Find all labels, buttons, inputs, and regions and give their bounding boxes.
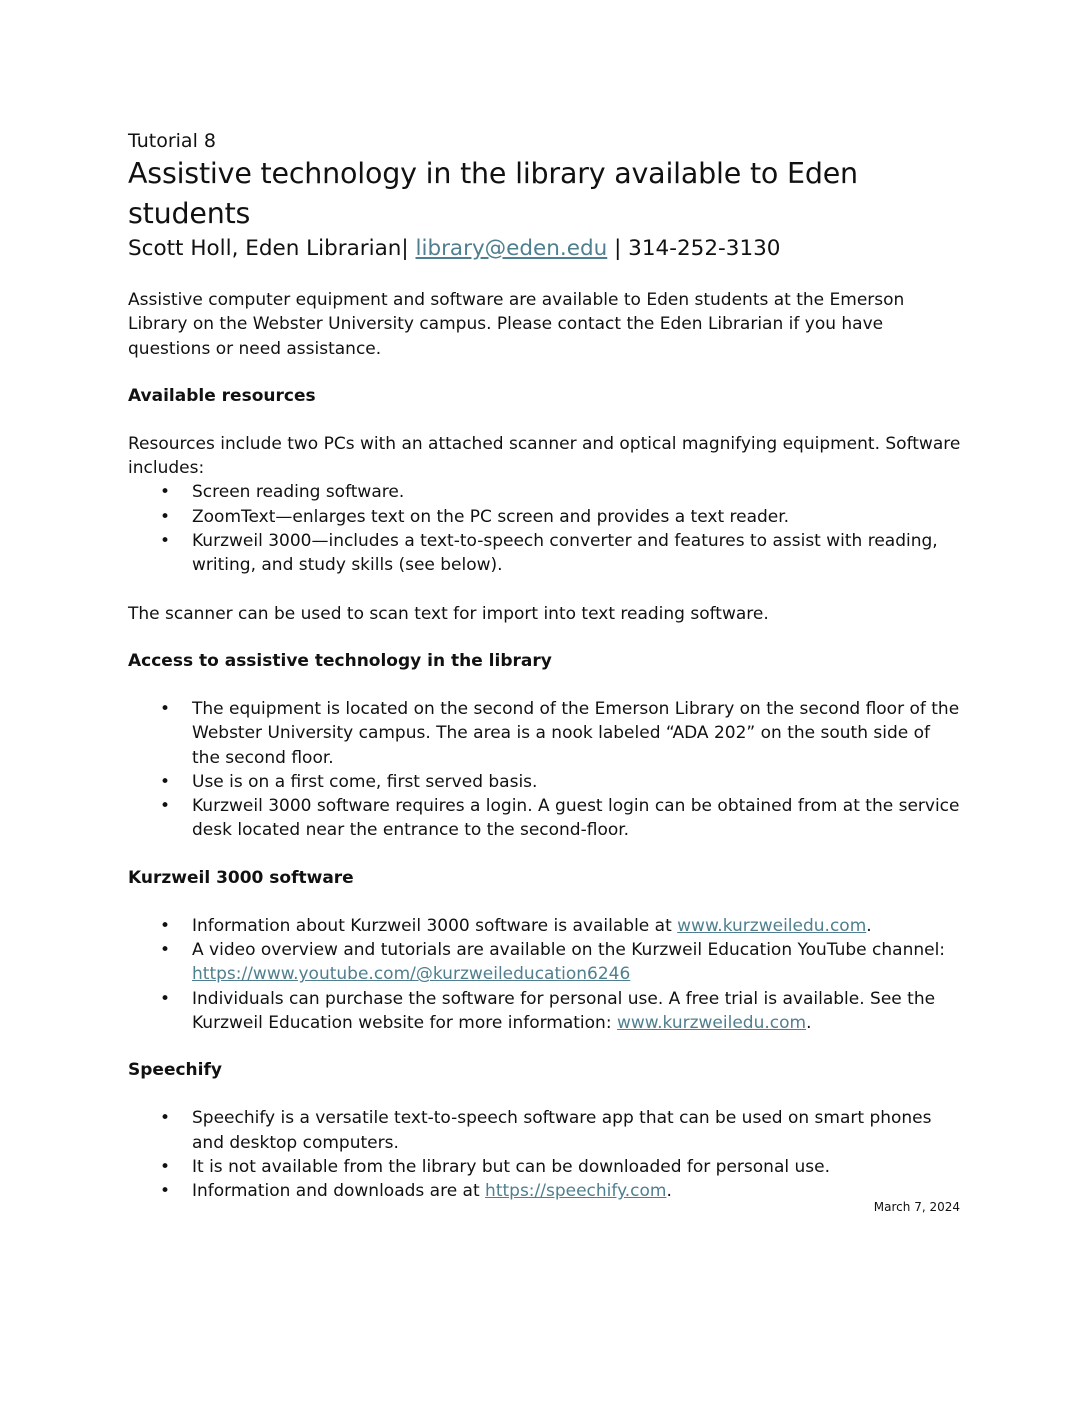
kurzweil-website-link[interactable]: www.kurzweiledu.com	[616, 1012, 807, 1033]
list-item-text: Information about Kurzweil 3000 software is available at	[192, 915, 678, 936]
speechify-list	[128, 1106, 963, 1203]
list-item	[128, 914, 963, 938]
kurzweil-website-link[interactable]: www.kurzweiledu.com	[677, 915, 867, 936]
bullet-icon: •	[160, 1108, 171, 1129]
list-item	[128, 1179, 963, 1203]
footer-date: March 7, 2024	[873, 1200, 960, 1214]
document-title: Assistive technology in the library available to Eden students	[128, 157, 858, 230]
punctuation: .	[866, 915, 872, 936]
resources-list	[128, 480, 963, 577]
section-heading-access: Access to assistive technology in the library	[128, 650, 552, 671]
speechify-link[interactable]: https://speechify.com	[485, 1181, 667, 1202]
list-item-text: Individuals can purchase the software for personal use. A free trial is available. See the Kurzweil Education website for more information:	[192, 988, 936, 1033]
list-item	[128, 505, 963, 529]
list-item	[128, 697, 963, 770]
document-content	[128, 128, 963, 1203]
bullet-icon: •	[160, 771, 171, 792]
list-item-text: Use is on a first come, first served basis.	[192, 771, 538, 792]
list-item-text: Information and downloads are at	[192, 1181, 486, 1202]
bullet-icon: •	[160, 531, 171, 552]
tutorial-label: Tutorial 8	[128, 130, 216, 152]
bullet-icon: •	[160, 1156, 171, 1177]
phone-text: | 314-252-3130	[614, 236, 781, 261]
byline	[128, 234, 963, 264]
list-item	[128, 987, 963, 1036]
bullet-icon: •	[160, 915, 171, 936]
bullet-icon: •	[160, 506, 171, 527]
punctuation: .	[806, 1012, 812, 1033]
kurzweil-list	[128, 914, 963, 1035]
list-item	[128, 480, 963, 504]
bullet-icon: •	[160, 482, 171, 503]
list-item	[128, 529, 963, 578]
bullet-icon: •	[160, 796, 171, 817]
list-item-text: A video overview and tutorials are available on the Kurzweil Education YouTube channel:	[192, 940, 946, 961]
list-item-text: The equipment is located on the second of the Emerson Library on the second floor of the Webster University campus. The area is a nook labeled “ADA 202” on the south side of the second floor.	[192, 698, 960, 768]
email-link[interactable]: library@eden.edu	[415, 236, 608, 261]
scanner-note: The scanner can be used to scan text for import into text reading software.	[128, 603, 769, 624]
list-item-text: Kurzweil 3000 software requires a login. A guest login can be obtained from at the service desk located near the entrance to the second-floor.	[192, 796, 960, 841]
bullet-icon: •	[160, 1181, 171, 1202]
access-list	[128, 697, 963, 843]
section-heading-speechify: Speechify	[128, 1060, 222, 1081]
punctuation: .	[666, 1181, 672, 1202]
list-item-text: Screen reading software.	[192, 482, 405, 503]
list-item	[128, 1106, 963, 1155]
list-item-text: Speechify is a versatile text-to-speech software app that can be used on smart phones and desktop computers.	[192, 1108, 932, 1153]
bullet-icon: •	[160, 698, 171, 719]
list-item-text: Kurzweil 3000—includes a text-to-speech converter and features to assist with reading, writing, and study skills (see below).	[192, 531, 938, 576]
author-text: Scott Holl, Eden Librarian|	[128, 236, 409, 261]
list-item-text: It is not available from the library but can be downloaded for personal use.	[192, 1156, 830, 1177]
list-item	[128, 770, 963, 794]
bullet-icon: •	[160, 988, 171, 1009]
resources-intro: Resources include two PCs with an attached scanner and optical magnifying equipment. Software includes:	[128, 433, 961, 479]
section-heading-kurzweil: Kurzweil 3000 software	[128, 867, 354, 888]
bullet-icon: •	[160, 940, 171, 961]
section-heading-resources: Available resources	[128, 385, 316, 406]
list-item	[128, 1155, 963, 1179]
list-item	[128, 794, 963, 843]
list-item-text: ZoomText—enlarges text on the PC screen and provides a text reader.	[192, 506, 790, 527]
list-item	[128, 938, 963, 987]
intro-paragraph: Assistive computer equipment and software are available to Eden students at the Emerson Library on the Webster University campus. Please contact the Eden Librarian if you have questions or need assistance.	[128, 290, 905, 359]
youtube-channel-link[interactable]: https://www.youtube.com/@kurzweileducation6246	[192, 964, 631, 985]
